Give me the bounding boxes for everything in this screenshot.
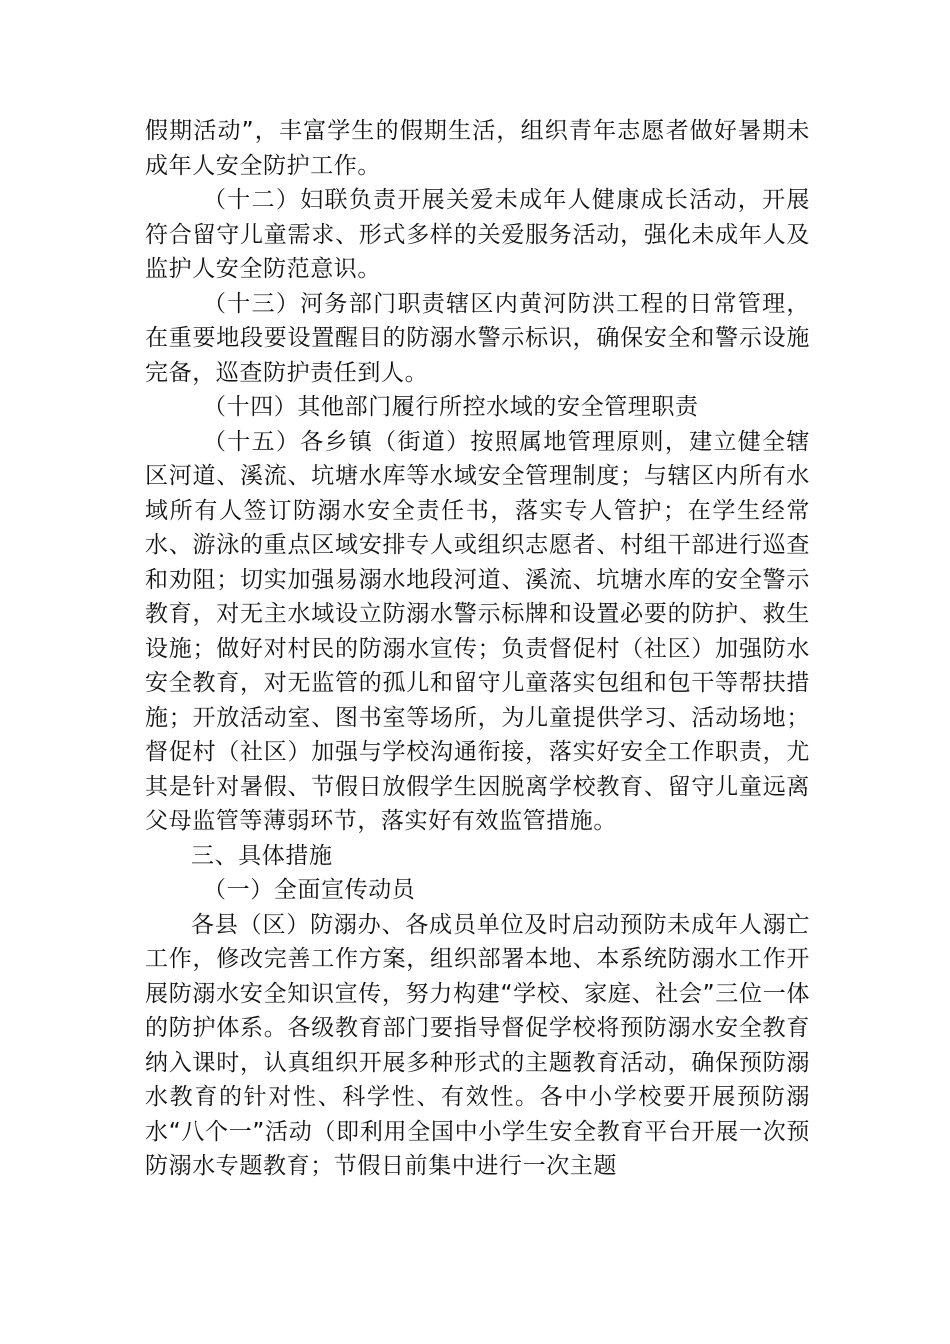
subheading-publicity-mobilization: （一）全面宣传动员	[203, 877, 416, 903]
section-heading-specific-measures: 三、具体措施	[191, 842, 333, 869]
document-body	[145, 114, 810, 1184]
paragraph-publicity-details: 各县（区）防溺办、各成员单位及时启动预防未成年人溺亡工作，修改完善工作方案，组织部署本地、本系统防溺水工作开展防溺水安全知识宣传，努力构建“学校、家庭、社会”三位一体的防护体系。各级教育部门要指导督促学校将预防溺水安全教育纳入课时，认真组织开展多种形式的主题教育活动，确保预防溺水教育的针对性、科学性、有效性。各中小学校要开展预防溺水“八个一”活动（即利用全国中小学生安全教育平台开展一次预防溺水专题教育；节假日前集中进行一次主题	[145, 911, 810, 1179]
paragraph-item-14: （十四）其他部门履行所控水域的安全管理职责	[203, 394, 699, 420]
paragraph-item-15: （十五）各乡镇（街道）按照属地管理原则，建立健全辖区河道、溪流、坑塘水库等水域安全管理制度；与辖区内所有水域所有人签订防溺水安全责任书，落实专人管护；在学生经常水、游泳的重点区域安排专人或组织志愿者、村组干部进行巡查和劝阻；切实加强易溺水地段河道、溪流、坑塘水库的安全警示教育，对无主水域设立防溺水警示标牌和设置必要的防护、救生设施；做好对村民的防溺水宣传；负责督促村（社区）加强防水安全教育，对无监管的孤儿和留守儿童落实包组和包干等帮扶措施；开放活动室、图书室等场所，为儿童提供学习、活动场地；督促村（社区）加强与学校沟通衔接，落实好安全工作职责，尤其是针对暑假、节假日放假学生因脱离学校教育、留守儿童远离父母监管等薄弱环节，落实好有效监管措施。	[145, 428, 810, 834]
paragraph-item-12: （十二）妇联负责开展关爱未成年人健康成长活动，开展符合留守儿童需求、形式多样的关爱服务活动，强化未成年人及监护人安全防范意识。	[145, 187, 810, 282]
paragraph-holiday-activities: 假期活动”，丰富学生的假期生活，组织青年志愿者做好暑期未成年人安全防护工作。	[145, 118, 810, 179]
paragraph-item-13: （十三）河务部门职责辖区内黄河防洪工程的日常管理，在重要地段要设置醒目的防溺水警示标识，确保安全和警示设施完备，巡查防护责任到人。	[145, 290, 810, 386]
